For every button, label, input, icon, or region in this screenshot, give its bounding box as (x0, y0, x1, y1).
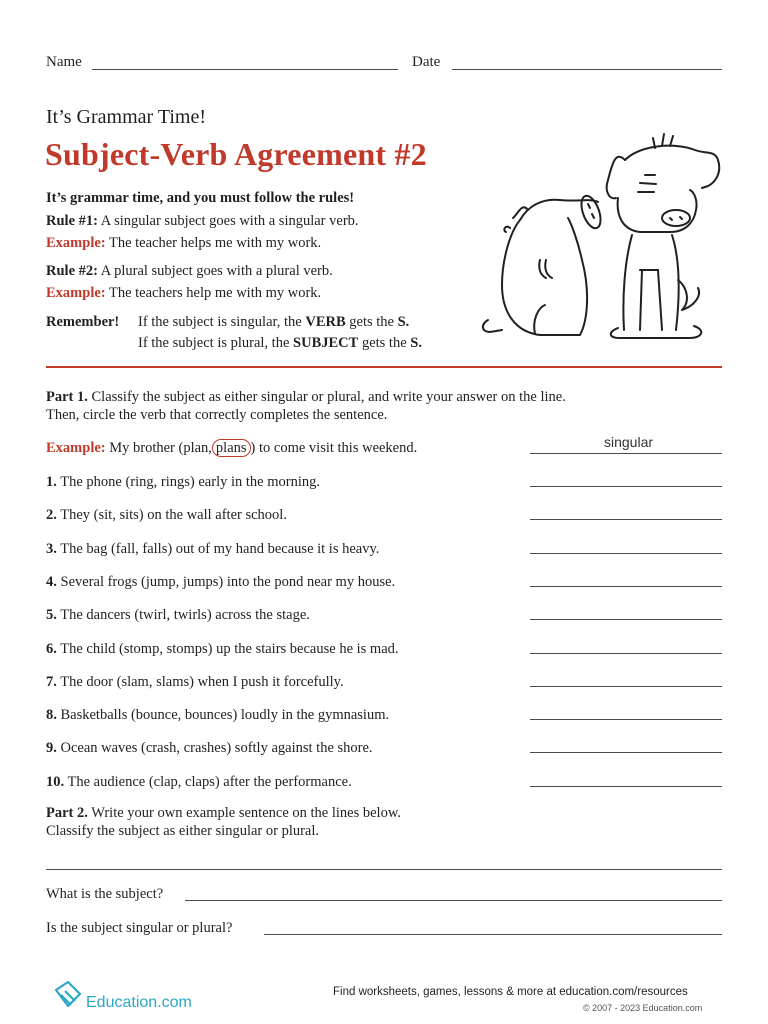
question-number: 8. (46, 707, 57, 724)
circled-verb: plans (212, 439, 251, 457)
example-1-text: The teacher helps me with my work. (108, 235, 322, 251)
remember-1d: S. (397, 314, 410, 330)
answer-line[interactable] (530, 553, 722, 554)
question-number: 9. (46, 740, 57, 757)
remember-2d: S. (410, 335, 422, 351)
resources-link[interactable]: Find worksheets, games, lessons & more at education.com/resources (333, 986, 688, 998)
question-number: 10. (46, 773, 65, 790)
pigs-illustration (480, 120, 730, 345)
remember-2b: SUBJECT (293, 335, 359, 351)
name-line[interactable] (92, 69, 398, 70)
name-label: Name (46, 54, 82, 70)
part-1-label: Part 1. (46, 389, 88, 405)
example-1 (46, 235, 321, 252)
question-text: The audience (clap, claps) after the performance. (67, 773, 352, 790)
question-text: Basketballs (bounce, bounces) loudly in the gymnasium. (60, 707, 390, 724)
question-item (46, 541, 379, 558)
remember-1b: VERB (305, 314, 346, 330)
question-number: 2. (46, 507, 57, 524)
example-2 (46, 285, 321, 302)
question-text: The phone (ring, rings) early in the morning. (60, 474, 320, 490)
rule-2-label: Rule #2: (46, 263, 98, 279)
subject-answer-line[interactable] (185, 900, 722, 901)
example-2-text: The teachers help me with my work. (108, 285, 322, 301)
date-label: Date (412, 54, 441, 70)
remember-2c: gets the (358, 335, 411, 351)
answer-line[interactable] (530, 653, 722, 654)
answer-line[interactable] (530, 519, 722, 520)
rule-1 (46, 213, 359, 230)
copyright: © 2007 - 2023 Education.com (583, 1003, 703, 1013)
question-number: 5. (46, 607, 57, 624)
question-text: The child (stomp, stomps) up the stairs because he is mad. (60, 640, 399, 657)
rule-2 (46, 263, 333, 280)
part-2-text: Write your own example sentence on the lines below. (91, 805, 401, 821)
part-1-text: Classify the subject as either singular or plural, and write your answer on the line. (91, 389, 566, 405)
example-2-label: Example: (46, 285, 106, 301)
question-number: 1. (46, 474, 57, 490)
question-number: 3. (46, 540, 57, 557)
intro-text: It’s grammar time, and you must follow the rules! (46, 190, 355, 206)
remember-1a: If the subject is singular, the (138, 314, 306, 330)
question-number: 7. (46, 673, 57, 690)
kicker: It’s Grammar Time! (46, 106, 206, 128)
singular-plural-answer-line[interactable] (264, 934, 722, 935)
question-item (46, 574, 395, 591)
answer-line[interactable] (530, 586, 722, 587)
example-1-label: Example: (46, 235, 106, 251)
answer-line[interactable] (530, 752, 722, 753)
example-answer-line (530, 453, 722, 454)
sentence-line[interactable] (46, 869, 722, 870)
page-title: Subject-Verb Agreement #2 (45, 136, 427, 172)
question-item (46, 607, 310, 624)
example-answer: singular (604, 434, 654, 450)
question-text: They (sit, sits) on the wall after school. (60, 507, 287, 524)
rule-2-text: A plural subject goes with a plural verb. (100, 263, 333, 279)
part-2-label: Part 2. (46, 805, 88, 821)
question-number: 6. (46, 640, 57, 657)
question-item (46, 707, 389, 724)
remember-line-2 (138, 335, 422, 352)
subject-question: What is the subject? (46, 886, 164, 902)
question-item (46, 774, 352, 791)
remember-2a: If the subject is plural, the (138, 335, 294, 351)
question-text: The door (slam, slams) when I push it forcefully. (60, 673, 344, 690)
rule-1-text: A singular subject goes with a singular verb. (100, 213, 359, 229)
question-item (46, 641, 399, 658)
question-item (46, 507, 287, 524)
example-row (46, 440, 417, 457)
answer-line[interactable] (530, 686, 722, 687)
part-1-instruction-1 (46, 389, 566, 406)
remember-line-1 (138, 314, 409, 331)
question-item (46, 474, 320, 491)
question-number: 4. (46, 573, 57, 590)
rule-1-label: Rule #1: (46, 213, 98, 229)
part-1-instruction-2: Then, circle the verb that correctly completes the sentence. (46, 407, 388, 423)
question-text: The dancers (twirl, twirls) across the stage. (60, 607, 310, 624)
question-text: Ocean waves (crash, crashes) softly against the shore. (60, 740, 373, 757)
question-item (46, 674, 344, 691)
part-2-instruction-1 (46, 805, 401, 822)
example-row-pre: My brother (plan, (109, 440, 212, 456)
question-text: Several frogs (jump, jumps) into the pond near my house. (60, 573, 396, 590)
answer-line[interactable] (530, 786, 722, 787)
education-logo-icon (52, 978, 86, 1012)
answer-line[interactable] (530, 619, 722, 620)
answer-line[interactable] (530, 486, 722, 487)
question-text: The bag (fall, falls) out of my hand because it is heavy. (60, 540, 380, 557)
date-line[interactable] (452, 69, 722, 70)
example-row-label: Example: (46, 440, 106, 456)
example-row-post: ) to come visit this weekend. (250, 440, 418, 456)
part-2-instruction-2: Classify the subject as either singular or plural. (46, 823, 320, 839)
section-divider (46, 366, 722, 368)
question-item (46, 740, 373, 757)
singular-plural-question: Is the subject singular or plural? (46, 920, 233, 936)
remember-1c: gets the (345, 314, 398, 330)
answer-line[interactable] (530, 719, 722, 720)
remember-label: Remember! (46, 314, 120, 330)
brand-name: Education.com (86, 994, 192, 1011)
